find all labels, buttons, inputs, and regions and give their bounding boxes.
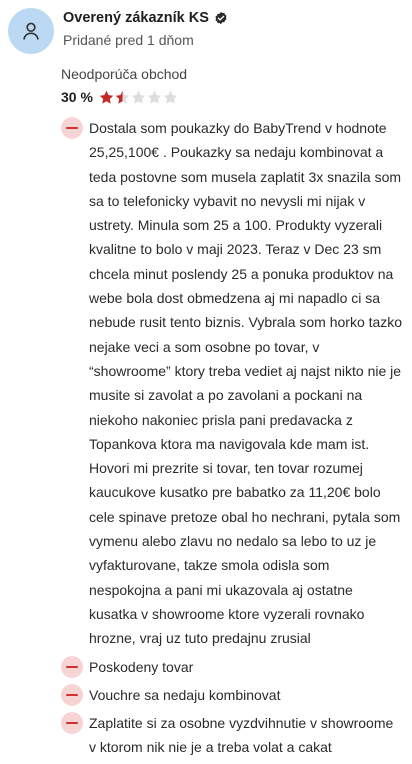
star-icon <box>163 90 178 105</box>
review-header <box>8 8 404 54</box>
con-text: Poskodeny tovar <box>89 658 194 675</box>
author-name <box>63 10 228 26</box>
star-icon <box>147 90 162 105</box>
user-icon <box>20 20 42 42</box>
con-item <box>61 655 404 679</box>
recommendation-label: Neodporúča obchod <box>61 66 188 82</box>
star-rating <box>99 90 179 105</box>
verified-check-icon <box>214 11 228 25</box>
minus-icon <box>61 712 83 734</box>
avatar <box>8 8 54 54</box>
cons-list <box>61 116 404 764</box>
con-item <box>61 683 404 707</box>
star-icon <box>99 90 114 105</box>
rating-percent: 30 % <box>61 89 93 105</box>
con-text: Dostala som poukazky do BabyTrend v hodnote 25,25,100€ . Poukazky sa nedaju kombinovat a teda postovne som musela zaplatit 3x snazila som sa to telefonicky vybavit no nevysli mi nijak v ustrety. Minula som 25 a 100. Produkty vyzerali kvalitne to bolo v maji 2023. Teraz v Dec 23 sm chcela minut poslendy 25 a ponuka produktov na webe bola dost obmedzena aj mi napadlo ci sa nebude rusit tento biznis. Vybrala som horko tazko nejake veci a som osobne po tovar, v “showroome” ktory treba vediet aj najst nikto nie je musite si zavolat a po zavolani a pockani na niekoho nakoniec prisla pani predavacka z Topankova ktora ma navigovala kde mam ist. Hovori mi prezrite si tovar, ten tovar rozumej kaucukove kusatko pre babatko za 11,20€ bolo cele spinave pretoze obal ho nechrani, pytala som vymenu alebo zlavu no nedalo sa lebo to uz je vyfakturovane, takze smola odisla som nespokojna a pani mi ukazovala aj ostatne kusatka v showroome ktore vyzerali rovnako hrozne, vraj uz tuto predajnu zrusial <box>89 120 403 647</box>
rating <box>61 88 179 106</box>
star-icon <box>131 90 146 105</box>
author-name-text: Overený zákazník KS <box>63 10 209 26</box>
added-time: Pridané pred 1 dňom <box>63 32 194 48</box>
con-item <box>61 116 404 651</box>
minus-icon <box>61 656 83 678</box>
con-item <box>61 711 404 760</box>
con-text: Zaplatite si za osobne vyzdvihnutie v showroome v ktorom nik nie je a treba volat a cakat <box>89 715 394 756</box>
star-icon <box>115 90 130 105</box>
minus-icon <box>61 117 83 139</box>
con-text: Vouchre sa nedaju kombinovat <box>89 686 281 703</box>
minus-icon <box>61 684 83 706</box>
